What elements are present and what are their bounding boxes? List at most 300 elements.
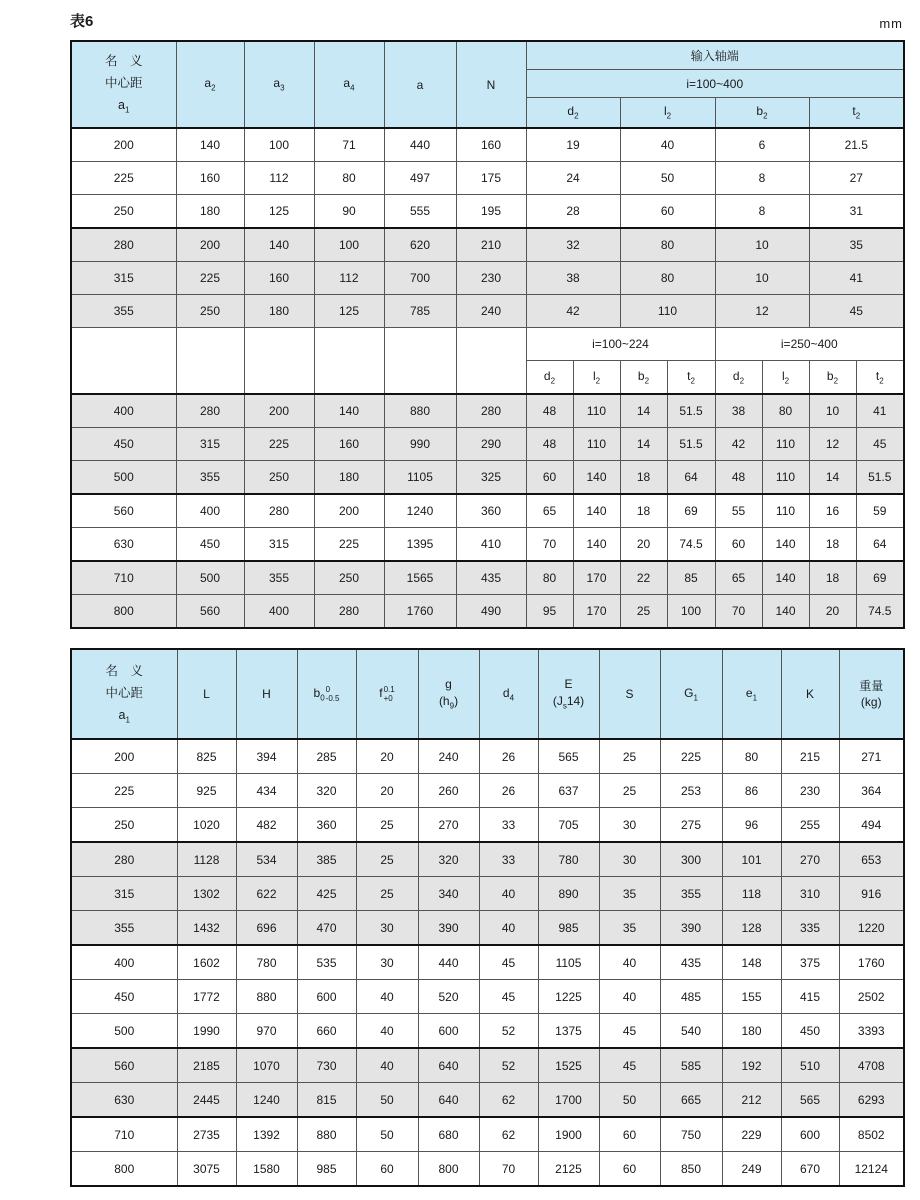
table1-body-lower [71, 394, 904, 628]
value-cell: 850 [660, 1152, 722, 1187]
value-cell: 637 [538, 774, 599, 808]
value-cell: 69 [856, 561, 904, 595]
value-cell: 500 [176, 561, 244, 595]
value-cell: 16 [809, 494, 856, 528]
value-cell: 270 [781, 842, 839, 877]
row-center-distance-cell: 800 [71, 1152, 177, 1187]
table1-body-upper [71, 128, 904, 328]
value-cell: 800 [418, 1152, 479, 1187]
value-cell: 640 [418, 1048, 479, 1083]
value-cell: 40 [479, 911, 538, 946]
value-cell: 680 [418, 1117, 479, 1152]
value-cell: 33 [479, 808, 538, 843]
value-cell: 62 [479, 1083, 538, 1118]
value-cell: 540 [660, 1014, 722, 1049]
value-cell: 80 [526, 561, 573, 595]
value-cell: 180 [722, 1014, 781, 1049]
value-cell: 1700 [538, 1083, 599, 1118]
value-cell: 1392 [236, 1117, 297, 1152]
value-cell: 80 [620, 262, 715, 295]
value-cell: 290 [456, 428, 526, 461]
value-cell: 60 [599, 1117, 660, 1152]
value-cell: 280 [176, 394, 244, 428]
value-cell: 400 [244, 595, 314, 629]
value-cell: 825 [177, 739, 236, 774]
value-cell: 110 [573, 428, 620, 461]
value-cell: 71 [314, 128, 384, 162]
value-cell: 990 [384, 428, 456, 461]
value-cell: 200 [244, 394, 314, 428]
value-cell: 50 [356, 1117, 418, 1152]
value-cell: 70 [526, 528, 573, 562]
value-cell: 660 [297, 1014, 356, 1049]
row-center-distance-cell: 400 [71, 394, 176, 428]
value-cell: 20 [356, 774, 418, 808]
value-cell: 250 [244, 461, 314, 495]
value-cell: 916 [839, 877, 904, 911]
value-cell: 600 [781, 1117, 839, 1152]
value-cell: 140 [314, 394, 384, 428]
row-center-distance-cell: 200 [71, 739, 177, 774]
col-header-e1: $e_1$ [722, 649, 781, 739]
value-cell: 730 [297, 1048, 356, 1083]
value-cell: 1900 [538, 1117, 599, 1152]
value-cell: 42 [715, 428, 762, 461]
value-cell: 210 [456, 228, 526, 262]
value-cell: 970 [236, 1014, 297, 1049]
value-cell: 8502 [839, 1117, 904, 1152]
col-header-S: S [599, 649, 660, 739]
value-cell: 200 [176, 228, 244, 262]
value-cell: 160 [314, 428, 384, 461]
value-cell: 565 [781, 1083, 839, 1118]
empty-cell [314, 328, 384, 395]
value-cell: 510 [781, 1048, 839, 1083]
value-cell: 700 [384, 262, 456, 295]
value-cell: 300 [660, 842, 722, 877]
value-cell: 155 [722, 980, 781, 1014]
value-cell: 1220 [839, 911, 904, 946]
value-cell: 160 [176, 162, 244, 195]
value-cell: 880 [236, 980, 297, 1014]
unit-label: mm [879, 16, 903, 31]
value-cell: 229 [722, 1117, 781, 1152]
value-cell: 140 [573, 461, 620, 495]
value-cell: 696 [236, 911, 297, 946]
value-cell: 985 [297, 1152, 356, 1187]
value-cell: 3393 [839, 1014, 904, 1049]
value-cell: 490 [456, 595, 526, 629]
value-cell: 60 [620, 195, 715, 229]
value-cell: 6 [715, 128, 809, 162]
title-bar [70, 10, 903, 31]
row-center-distance-cell: 500 [71, 1014, 177, 1049]
value-cell: 28 [526, 195, 620, 229]
value-cell: 22 [620, 561, 667, 595]
col-header-d2: $d_2$ [526, 98, 620, 129]
value-cell: 225 [660, 739, 722, 774]
value-cell: 41 [809, 262, 904, 295]
col-header-g: g $(h_9)$ [418, 649, 479, 739]
value-cell: 535 [297, 945, 356, 980]
row-center-distance-cell: 225 [71, 774, 177, 808]
value-cell: 110 [762, 461, 809, 495]
value-cell: 35 [599, 877, 660, 911]
value-cell: 48 [715, 461, 762, 495]
value-cell: 1070 [236, 1048, 297, 1083]
value-cell: 100 [314, 228, 384, 262]
value-cell: 2445 [177, 1083, 236, 1118]
value-cell: 640 [418, 1083, 479, 1118]
value-cell: 1105 [538, 945, 599, 980]
value-cell: 1432 [177, 911, 236, 946]
value-cell: 25 [599, 739, 660, 774]
value-cell: 620 [384, 228, 456, 262]
value-cell: 260 [418, 774, 479, 808]
value-cell: 70 [479, 1152, 538, 1187]
value-cell: 400 [176, 494, 244, 528]
col-header-t2: $t_2$ [856, 361, 904, 395]
value-cell: 125 [244, 195, 314, 229]
value-cell: 140 [762, 595, 809, 629]
value-cell: 3075 [177, 1152, 236, 1187]
value-cell: 8 [715, 195, 809, 229]
value-cell: 35 [809, 228, 904, 262]
value-cell: 12 [715, 295, 809, 328]
value-cell: 355 [660, 877, 722, 911]
col-header-center-distance: 名 义 中心距 $a_1$ [71, 649, 177, 739]
value-cell: 12 [809, 428, 856, 461]
value-cell: 10 [715, 228, 809, 262]
value-cell: 33 [479, 842, 538, 877]
value-cell: 325 [456, 461, 526, 495]
value-cell: 112 [314, 262, 384, 295]
col-header-K: K [781, 649, 839, 739]
col-header-b2: $b_2$ [620, 361, 667, 395]
value-cell: 1760 [384, 595, 456, 629]
value-cell: 12124 [839, 1152, 904, 1187]
table2-header [71, 649, 904, 739]
value-cell: 110 [762, 494, 809, 528]
value-cell: 65 [526, 494, 573, 528]
row-center-distance-cell: 280 [71, 842, 177, 877]
row-center-distance-cell: 630 [71, 1083, 177, 1118]
value-cell: 890 [538, 877, 599, 911]
empty-cell [244, 328, 314, 395]
value-cell: 18 [620, 461, 667, 495]
value-cell: 335 [781, 911, 839, 946]
value-cell: 51.5 [856, 461, 904, 495]
value-cell: 192 [722, 1048, 781, 1083]
value-cell: 40 [599, 945, 660, 980]
value-cell: 560 [176, 595, 244, 629]
value-cell: 59 [856, 494, 904, 528]
value-cell: 140 [176, 128, 244, 162]
empty-cell [71, 328, 176, 395]
value-cell: 340 [418, 877, 479, 911]
value-cell: 70 [715, 595, 762, 629]
value-cell: 355 [244, 561, 314, 595]
value-cell: 622 [236, 877, 297, 911]
value-cell: 18 [809, 528, 856, 562]
value-cell: 110 [573, 394, 620, 428]
value-cell: 30 [599, 808, 660, 843]
value-cell: 320 [418, 842, 479, 877]
value-cell: 600 [418, 1014, 479, 1049]
value-cell: 140 [573, 494, 620, 528]
col-header-t2: $t_2$ [809, 98, 904, 129]
value-cell: 1580 [236, 1152, 297, 1187]
value-cell: 494 [839, 808, 904, 843]
value-cell: 310 [781, 877, 839, 911]
value-cell: 925 [177, 774, 236, 808]
col-header-a3: $a_3$ [244, 41, 314, 128]
value-cell: 51.5 [667, 394, 715, 428]
value-cell: 74.5 [667, 528, 715, 562]
value-cell: 271 [839, 739, 904, 774]
value-cell: 175 [456, 162, 526, 195]
value-cell: 80 [620, 228, 715, 262]
dimension-table-1 [70, 40, 905, 629]
col-header-d2: $d_2$ [715, 361, 762, 395]
value-cell: 985 [538, 911, 599, 946]
col-header-b2: $b_2$ [715, 98, 809, 129]
value-cell: 390 [418, 911, 479, 946]
value-cell: 230 [781, 774, 839, 808]
row-center-distance-cell: 250 [71, 808, 177, 843]
col-header-f: f 0.1 +0 [356, 649, 418, 739]
value-cell: 2125 [538, 1152, 599, 1187]
value-cell: 360 [456, 494, 526, 528]
value-cell: 225 [314, 528, 384, 562]
value-cell: 200 [314, 494, 384, 528]
value-cell: 705 [538, 808, 599, 843]
table1-header [71, 41, 904, 128]
value-cell: 69 [667, 494, 715, 528]
value-cell: 450 [176, 528, 244, 562]
value-cell: 24 [526, 162, 620, 195]
value-cell: 880 [297, 1117, 356, 1152]
value-cell: 520 [418, 980, 479, 1014]
value-cell: 64 [667, 461, 715, 495]
row-center-distance-cell: 800 [71, 595, 176, 629]
value-cell: 95 [526, 595, 573, 629]
row-center-distance-cell: 560 [71, 494, 176, 528]
value-cell: 110 [762, 428, 809, 461]
row-center-distance-cell: 500 [71, 461, 176, 495]
value-cell: 19 [526, 128, 620, 162]
value-cell: 1375 [538, 1014, 599, 1049]
row-center-distance-cell: 280 [71, 228, 176, 262]
col-header-L: L [177, 649, 236, 739]
col-header-d4: $d_4$ [479, 649, 538, 739]
value-cell: 410 [456, 528, 526, 562]
value-cell: 555 [384, 195, 456, 229]
value-cell: 14 [620, 428, 667, 461]
value-cell: 375 [781, 945, 839, 980]
value-cell: 240 [456, 295, 526, 328]
value-cell: 140 [762, 561, 809, 595]
value-cell: 140 [244, 228, 314, 262]
value-cell: 497 [384, 162, 456, 195]
value-cell: 32 [526, 228, 620, 262]
value-cell: 2185 [177, 1048, 236, 1083]
value-cell: 270 [418, 808, 479, 843]
value-cell: 41 [856, 394, 904, 428]
value-cell: 1105 [384, 461, 456, 495]
col-header-ratio-left: i=100~224 [526, 328, 715, 361]
value-cell: 355 [176, 461, 244, 495]
row-center-distance-cell: 250 [71, 195, 176, 229]
col-header-E: E $(J_s14)$ [538, 649, 599, 739]
col-header-input-shaft: 输入轴端 [526, 41, 904, 70]
row-center-distance-cell: 315 [71, 262, 176, 295]
value-cell: 14 [809, 461, 856, 495]
value-cell: 665 [660, 1083, 722, 1118]
value-cell: 1225 [538, 980, 599, 1014]
value-cell: 2735 [177, 1117, 236, 1152]
value-cell: 60 [715, 528, 762, 562]
value-cell: 485 [660, 980, 722, 1014]
value-cell: 50 [599, 1083, 660, 1118]
value-cell: 45 [599, 1048, 660, 1083]
value-cell: 6293 [839, 1083, 904, 1118]
value-cell: 20 [620, 528, 667, 562]
value-cell: 38 [715, 394, 762, 428]
value-cell: 40 [620, 128, 715, 162]
row-center-distance-cell: 225 [71, 162, 176, 195]
value-cell: 1565 [384, 561, 456, 595]
value-cell: 1128 [177, 842, 236, 877]
value-cell: 170 [573, 561, 620, 595]
value-cell: 40 [356, 1048, 418, 1083]
value-cell: 1302 [177, 877, 236, 911]
value-cell: 118 [722, 877, 781, 911]
value-cell: 45 [479, 980, 538, 1014]
value-cell: 230 [456, 262, 526, 295]
value-cell: 65 [715, 561, 762, 595]
row-center-distance-cell: 355 [71, 295, 176, 328]
col-header-ratio-range: i=100~400 [526, 70, 904, 98]
value-cell: 670 [781, 1152, 839, 1187]
value-cell: 8 [715, 162, 809, 195]
value-cell: 315 [176, 428, 244, 461]
value-cell: 785 [384, 295, 456, 328]
col-header-l2: $l_2$ [762, 361, 809, 395]
row-center-distance-cell: 710 [71, 561, 176, 595]
row-center-distance-cell: 315 [71, 877, 177, 911]
value-cell: 250 [314, 561, 384, 595]
value-cell: 30 [356, 945, 418, 980]
value-cell: 50 [620, 162, 715, 195]
value-cell: 600 [297, 980, 356, 1014]
value-cell: 1240 [236, 1083, 297, 1118]
value-cell: 51.5 [667, 428, 715, 461]
value-cell: 25 [599, 774, 660, 808]
value-cell: 125 [314, 295, 384, 328]
value-cell: 40 [599, 980, 660, 1014]
value-cell: 415 [781, 980, 839, 1014]
page-title: 表6 [70, 13, 94, 30]
value-cell: 100 [244, 128, 314, 162]
col-header-ratio-right: i=250~400 [715, 328, 904, 361]
value-cell: 86 [722, 774, 781, 808]
value-cell: 40 [356, 1014, 418, 1049]
value-cell: 85 [667, 561, 715, 595]
col-header-weight: 重量 (kg) [839, 649, 904, 739]
value-cell: 60 [356, 1152, 418, 1187]
col-header-l2: $l_2$ [620, 98, 715, 129]
value-cell: 26 [479, 774, 538, 808]
value-cell: 25 [356, 808, 418, 843]
value-cell: 20 [356, 739, 418, 774]
value-cell: 18 [809, 561, 856, 595]
value-cell: 435 [456, 561, 526, 595]
value-cell: 100 [667, 595, 715, 629]
value-cell: 180 [244, 295, 314, 328]
row-center-distance-cell: 710 [71, 1117, 177, 1152]
row-center-distance-cell: 630 [71, 528, 176, 562]
value-cell: 42 [526, 295, 620, 328]
value-cell: 653 [839, 842, 904, 877]
value-cell: 4708 [839, 1048, 904, 1083]
value-cell: 440 [384, 128, 456, 162]
value-cell: 52 [479, 1048, 538, 1083]
value-cell: 364 [839, 774, 904, 808]
col-header-center-distance: 名 义 中心距 $a_1$ [71, 41, 176, 128]
empty-cell [176, 328, 244, 395]
value-cell: 31 [809, 195, 904, 229]
value-cell: 35 [599, 911, 660, 946]
value-cell: 180 [176, 195, 244, 229]
value-cell: 435 [660, 945, 722, 980]
value-cell: 20 [809, 595, 856, 629]
value-cell: 10 [809, 394, 856, 428]
value-cell: 780 [538, 842, 599, 877]
value-cell: 1395 [384, 528, 456, 562]
value-cell: 385 [297, 842, 356, 877]
value-cell: 90 [314, 195, 384, 229]
value-cell: 101 [722, 842, 781, 877]
value-cell: 74.5 [856, 595, 904, 629]
value-cell: 225 [176, 262, 244, 295]
col-header-t2: $t_2$ [667, 361, 715, 395]
value-cell: 1990 [177, 1014, 236, 1049]
value-cell: 212 [722, 1083, 781, 1118]
value-cell: 750 [660, 1117, 722, 1152]
value-cell: 112 [244, 162, 314, 195]
value-cell: 450 [781, 1014, 839, 1049]
value-cell: 64 [856, 528, 904, 562]
table1-mid-header [71, 328, 904, 395]
value-cell: 45 [599, 1014, 660, 1049]
value-cell: 585 [660, 1048, 722, 1083]
value-cell: 48 [526, 428, 573, 461]
value-cell: 1020 [177, 808, 236, 843]
row-center-distance-cell: 450 [71, 980, 177, 1014]
value-cell: 10 [715, 262, 809, 295]
value-cell: 96 [722, 808, 781, 843]
value-cell: 80 [722, 739, 781, 774]
value-cell: 160 [244, 262, 314, 295]
value-cell: 249 [722, 1152, 781, 1187]
value-cell: 434 [236, 774, 297, 808]
value-cell: 55 [715, 494, 762, 528]
value-cell: 1602 [177, 945, 236, 980]
value-cell: 565 [538, 739, 599, 774]
value-cell: 25 [620, 595, 667, 629]
value-cell: 140 [573, 528, 620, 562]
